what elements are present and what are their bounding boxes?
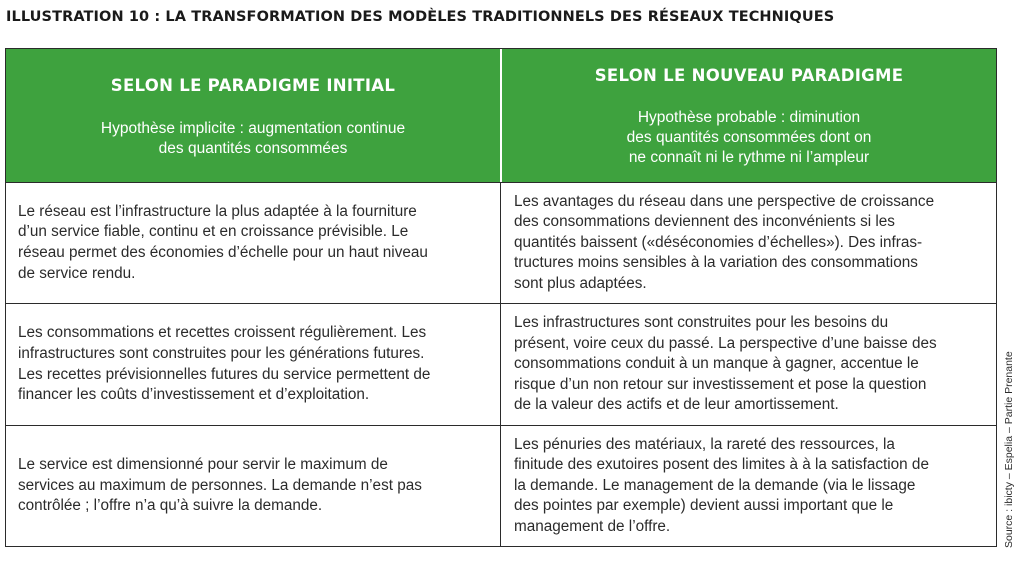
table-row bbox=[6, 425, 996, 546]
subtitle-line: ne connaît ni le rythme ni l’ampleur bbox=[628, 149, 870, 166]
cell-line: Les pénuries des matériaux, la rareté des ressources, la bbox=[514, 435, 895, 453]
table-header bbox=[6, 49, 996, 182]
cell-line: Les consommations et recettes croissent régulièrement. Les bbox=[18, 324, 427, 342]
table-cell-initial bbox=[6, 426, 500, 546]
cell-line: sont plus adaptées. bbox=[514, 274, 647, 292]
cell-line: de la valeur des actifs et de leur amortissement. bbox=[514, 396, 839, 414]
cell-line: Les avantages du réseau dans une perspective de croissance bbox=[514, 192, 935, 210]
cell-line: finitude des exutoires posent des limites à à la satisfaction de bbox=[514, 456, 929, 474]
header-new-subtitle bbox=[502, 108, 996, 168]
cell-line: consommations conduit à un manque à gagner, accentue le bbox=[514, 355, 919, 373]
cell-line: risque d’un non retour sur investissement et pose la question bbox=[514, 375, 927, 393]
cell-line: réseau permet des économies d’échelle pour un haut niveau bbox=[18, 244, 428, 261]
cell-line: tructures moins sensibles à la variation des consommations bbox=[514, 254, 918, 272]
cell-line: management de l’offre. bbox=[514, 517, 671, 535]
header-initial-subtitle bbox=[6, 119, 500, 159]
cell-line: des pointes par exemple) devient aussi important que le bbox=[514, 497, 894, 515]
table-cell-new bbox=[501, 304, 996, 425]
header-initial-title: SELON LE PARADIGME INITIAL bbox=[110, 76, 396, 95]
header-new-title: SELON LE NOUVEAU PARADIGME bbox=[594, 66, 904, 85]
cell-line: des consommations deviennent des inconvénients si les bbox=[514, 213, 895, 231]
cell-line: de service rendu. bbox=[18, 264, 136, 282]
header-initial-paradigm bbox=[6, 49, 500, 182]
cell-line: la demande. Le management de la demande (via le lissage bbox=[514, 476, 916, 494]
source-credit: Source : ibicty – Espelia – Partie Prenante bbox=[1003, 351, 1015, 548]
cell-line: Le service est dimensionné pour servir le maximum de bbox=[18, 456, 388, 474]
cell-line: services au maximum de personnes. La demande n’est pas bbox=[18, 476, 422, 494]
table-cell-new bbox=[501, 426, 996, 546]
table-cell-initial bbox=[6, 304, 500, 425]
table-cell-new bbox=[501, 183, 996, 303]
cell-line: Les infrastructures sont construites pour les besoins du bbox=[514, 314, 889, 332]
cell-line: présent, voire ceux du passé. La perspective d’une baisse des bbox=[514, 334, 937, 352]
table-cell-initial bbox=[6, 183, 500, 303]
subtitle-line: Hypothèse implicite : augmentation continue bbox=[100, 120, 406, 137]
subtitle-line: des quantités consommées dont on bbox=[626, 129, 872, 146]
cell-line: quantités baissent («déséconomies d’échelles»). Des infras- bbox=[514, 233, 923, 251]
table-row bbox=[6, 303, 996, 425]
cell-line: financer les coûts d’investissement et d’exploitation. bbox=[18, 386, 370, 404]
subtitle-line: des quantités consommées bbox=[158, 140, 348, 157]
subtitle-line: Hypothèse probable : diminution bbox=[637, 109, 861, 126]
table-row bbox=[6, 182, 996, 303]
cell-line: contrôlée ; l’offre n’a qu’à suivre la demande. bbox=[18, 497, 323, 515]
cell-line: d’un service fiable, continu et en croissance prévisible. Le bbox=[18, 223, 409, 241]
page-title: ILLUSTRATION 10 : LA TRANSFORMATION DES MODÈLES TRADITIONNELS DES RÉSEAUX TECHNIQUES bbox=[6, 9, 835, 25]
header-new-paradigm bbox=[502, 49, 996, 182]
cell-line: Le réseau est l’infrastructure la plus adaptée à la fourniture bbox=[18, 202, 417, 220]
comparison-table bbox=[5, 48, 997, 547]
cell-line: Les recettes prévisionnelles futures du service permettent de bbox=[18, 365, 431, 383]
cell-line: infrastructures sont construites pour les générations futures. bbox=[18, 344, 425, 362]
